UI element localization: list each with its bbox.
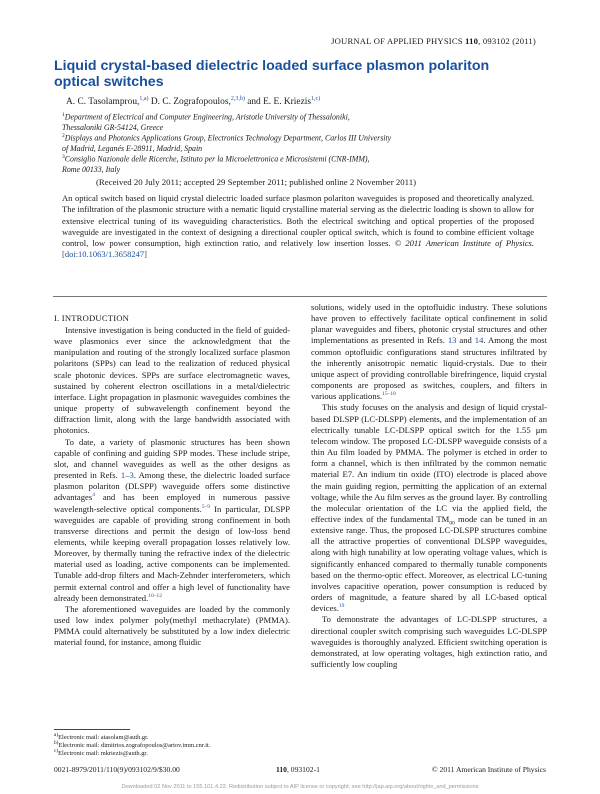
footnote-divider	[54, 729, 130, 730]
affiliation-3	[62, 152, 542, 176]
ref-link[interactable]: 14	[474, 335, 484, 346]
abstract-divider	[53, 296, 547, 297]
journal-volume: 110	[465, 36, 479, 46]
citation-marker[interactable]: 19	[338, 603, 345, 610]
affiliation-3-line-2: Rome 00133, Italy	[62, 165, 121, 175]
citation-marker[interactable]: 4	[92, 492, 95, 499]
author-list	[66, 96, 320, 107]
journal-name: JOURNAL OF APPLIED PHYSICS	[331, 36, 463, 46]
right-paragraph-1	[311, 302, 547, 402]
right-paragraph-3: To demonstrate the advantages of LC-DLSPP structures, a directional coupler switch comprising such waveguides LC-DLSPP waveguides is thoroughly analyzed. Efficient switching operation is demonstrated, at low operating voltages, high extinction ratio, and sufficiently low coupling	[311, 614, 547, 669]
title-line-2: optical switches	[54, 74, 164, 90]
footer-volume: 110	[276, 765, 287, 774]
paragraph-text: solutions, widely used in the optofluidic industry. These solutions have proven to effectively facilitate optical confinement in solid planar waveguides and fibers, photonic crystal structures and other implementations as presented in Refs.	[311, 302, 547, 346]
journal-article: , 093102 (2011)	[478, 36, 536, 46]
citation-marker[interactable]: 10–12	[148, 592, 163, 599]
paper-title	[54, 58, 534, 90]
footnote-text: Electronic mail: atasolam@auth.gr.	[58, 734, 149, 742]
paragraph-text: mode can be tuned in an extensive range. Thus, the proposed LC-DLSPP structures combine all the attractive properties of conventional DLSPP waveguides, along with high tunability at low operating voltage values, which is significantly enhanced compared to thermally tunable components based on the thermo-optic effect. Moreover, as electrical LC-tuning involves capacitive operation, power consumption is reduced by orders of magnitude, a feature shared by all LC-based optical devices.	[311, 513, 547, 614]
author-2: D. C. Zografopoulos,	[148, 97, 231, 108]
affiliation-3-line-1: Consiglio Nazionale delle Ricerche, Istituto per la Microelettronica e Microsistemi (CNR-IMM),	[64, 154, 370, 164]
paragraph-text: and	[456, 335, 475, 346]
affiliation-1-line-1: Department of Electrical and Computer Engineering, Aristotle University of Thessaloniki,	[64, 112, 350, 122]
right-column	[311, 302, 547, 670]
affiliation-1-marker: 1	[62, 112, 65, 118]
paragraph-text: . Among the most common optofluidic configurations stand structures infiltrated by the inherently anisotropic nematic liquid-crystals. Due to their unique aspect of providing controllable birefringence, liquid crystal components are proposed as switches, couplers, and filters in various applications.	[311, 335, 547, 402]
author-3-marker[interactable]: 1,c)	[310, 96, 321, 102]
paragraph-text: . Among these, the dielectric loaded surface plasmon polariton (DLSPP) waveguide offers some distinctive advantages	[54, 470, 290, 503]
affiliation-3-marker: 3	[62, 154, 65, 160]
doi-link[interactable]: [doi:10.1063/1.3658247]	[62, 249, 147, 260]
author-3: and E. E. Kriezis	[244, 97, 311, 108]
affiliation-2-marker: 2	[62, 133, 65, 139]
paragraph-text: This study focuses on the analysis and design of liquid crystal-based DLSPP (LC-DLSPP) elements, and the implementation of an electrically tunable LC-DLSPP optical switch for the 1.55 μm telecom window. The proposed LC-DLSPP waveguide consists of a thin Au film loaded by PMMA. The polymer is etched in order to form a channel, which is then infiltrated by the common nematic material E7. An indium tin oxide (ITO) electrode is placed above the main guiding region, permitting the application of an external voltage, while the Au film serves as the ground layer. By controlling the molecular orientation of the LC via the applied field, the effective index of the fundamental TM	[311, 402, 547, 524]
journal-header	[331, 36, 536, 46]
affiliation-2-line-1: Displays and Photonics Applications Group, Electronics Technology Department, Carlos III University	[64, 133, 392, 143]
download-notice: Downloaded 02 Nov 2011 to 155.101.4.22. Redistribution subject to AIP license or copyright; see http://jap.aip.org/about/rights_and_permissions	[121, 784, 479, 790]
left-column	[54, 325, 290, 649]
author-2-marker[interactable]: 2,3,b)	[230, 96, 245, 102]
footnote-marker: a)	[54, 732, 59, 738]
intro-paragraph-2	[54, 437, 290, 604]
footer-page-number: , 093102-1	[286, 765, 320, 774]
author-1: A. C. Tasolamprou,	[66, 97, 140, 108]
citation-marker[interactable]: 15–18	[382, 391, 396, 398]
footer-page	[276, 765, 320, 774]
intro-paragraph-1: Intensive investigation is being conducted in the field of guided-wave plasmonics ever since the acknowledgment that the manipulation and routing of the strongly localized surface plasmon polaritons (SPPs) can lead to the realization of reduced physical scale photonic devices. SPPs are surface electromagnetic waves, sustained by coherent electron oscillations in a metal/dielectric interface. Light propagation in plasmonic waveguides combines the unique property of subwavelength confinement beyond the diffraction limit, along with the large bandwidth associated with photonics.	[54, 325, 290, 436]
ref-link[interactable]: 1–3	[120, 470, 134, 481]
title-line-1: Liquid crystal-based dielectric loaded surface plasmon polariton	[54, 58, 490, 74]
affiliation-2-line-2: of Madrid, Leganés E-28911, Madrid, Spain	[62, 144, 203, 154]
section-heading: I. INTRODUCTION	[54, 313, 130, 323]
citation-marker[interactable]: 5–9	[201, 503, 211, 510]
paragraph-text: In particular, DLSPP waveguides are capable of providing strong confinement in both transverse directions and permit the design of low-loss bend elements, while keeping overall propagation losses relatively low. Moreover, by thermally tuning the refractive index of the dielectric material used as loading, active components can be implemented. Tunable add-drop filters and Mach-Zehnder interferometers, which permit external control and offer a high level of functionality have already been demonstrated.	[54, 503, 290, 603]
footnote-marker: c)	[54, 748, 59, 754]
right-paragraph-2	[311, 402, 547, 614]
footer-issn: 0021-8979/2011/110(9)/093102/9/$30.00	[54, 765, 180, 774]
mode-subscript: 00	[449, 520, 455, 527]
author-1-marker[interactable]: 1,a)	[139, 96, 149, 102]
abstract-copyright: © 2011 American Institute of Physics.	[394, 238, 534, 249]
paragraph-text: To date, a variety of plasmonic structures has been shown capable of confining and guiding SPP modes. These include stripe, slot, and channel waveguides as well as the other designs as presented in Refs.	[54, 436, 290, 481]
paragraph-text: and has been employed in numerous passive wavelength-selective optical components.	[54, 492, 290, 514]
footnote-text: Electronic mail: dimitrios.zografopoulos@artov.imm.cnr.it.	[58, 742, 211, 750]
affiliation-1-line-2: Thessaloniki GR-54124, Greece	[62, 123, 164, 133]
footnote-3	[54, 747, 148, 759]
footnote-text: Electronic mail: mkriezis@auth.gr.	[58, 750, 148, 758]
abstract-text: An optical switch based on liquid crystal dielectric loaded surface plasmon polariton waveguides is proposed and theoretically analyzed. The infiltration of the plasmonic structure with a nematic liquid crystalline material serving as the dielectric loading is shown to allow for extensive electrical tuning of its waveguiding characteristics. Both the electrical switching and optical properties of the proposed waveguide are investigated in the context of designing a directional coupler optical switch, which is found to combine efficient voltage control, low power consumption, high extinction ratio, and relatively low insertion losses.	[62, 193, 534, 249]
ref-link[interactable]: 13	[447, 335, 457, 346]
abstract	[62, 193, 534, 261]
received-dates: (Received 20 July 2011; accepted 29 September 2011; published online 2 November 2011)	[96, 177, 417, 187]
footnote-marker: b)	[54, 740, 59, 746]
footer-copyright: © 2011 American Institute of Physics	[431, 765, 546, 774]
intro-paragraph-3: The aforementioned waveguides are loaded by the commonly used low index polymer poly(methyl methacrylate) (PMMA). PMMA could alternatively be substituted by a low index dielectric material found, for instance, among fluidic	[54, 603, 290, 648]
